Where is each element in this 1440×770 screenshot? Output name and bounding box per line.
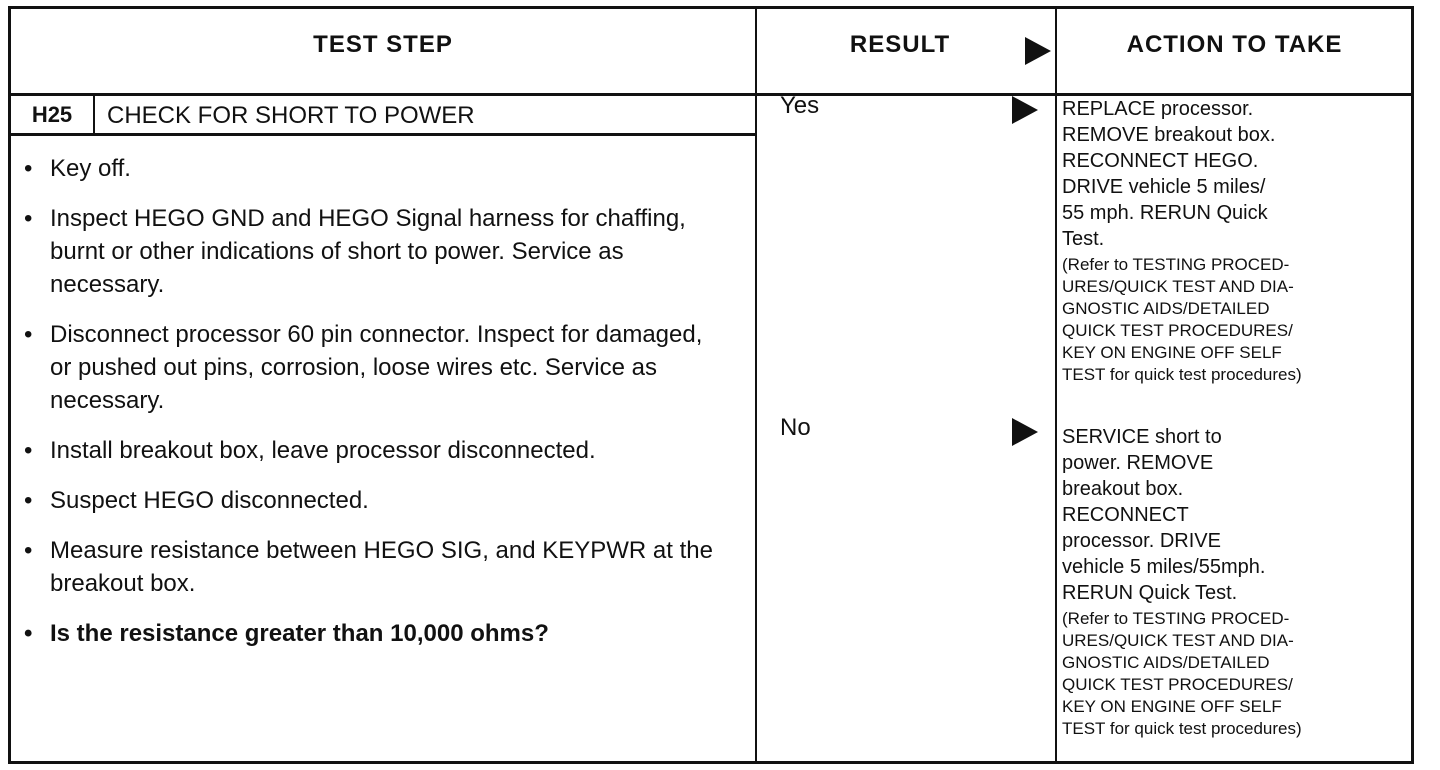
list-item: • Suspect HEGO disconnected. [20, 484, 730, 517]
action-no-reference: (Refer to TESTING PROCED- URES/QUICK TEST AND DIA- GNOSTIC AIDS/DETAILED QUICK TEST PROCEDURES/ KEY ON ENGINE OFF SELF TEST for quick test procedures) [1062, 609, 1302, 738]
action-no-text: SERVICE short to power. REMOVE breakout box. RECONNECT processor. DRIVE vehicle 5 miles/55mph. RERUN Quick Test. [1062, 426, 1266, 604]
column-divider-step-result [755, 9, 757, 761]
list-item: • Key off. [20, 152, 730, 185]
list-item: • Disconnect processor 60 pin connector. Inspect for damaged, or pushed out pins, corrosion, loose wires etc. Service as necessary. [20, 318, 730, 417]
step-id: H25 [11, 96, 95, 133]
header-test-step: TEST STEP [313, 31, 453, 58]
header-action-to-take: ACTION TO TAKE [1126, 31, 1343, 58]
step-instructions-list [20, 152, 730, 667]
result-yes: Yes [780, 92, 820, 119]
action-yes-reference: (Refer to TESTING PROCED- URES/QUICK TEST AND DIA- GNOSTIC AIDS/DETAILED QUICK TEST PROCEDURES/ KEY ON ENGINE OFF SELF TEST for quick test procedures) [1062, 255, 1302, 384]
action-yes-text: REPLACE processor. REMOVE breakout box. RECONNECT HEGO. DRIVE vehicle 5 miles/ 55 mph. RERUN Quick Test. [1062, 98, 1276, 250]
result-yes-arrow-icon [1012, 96, 1038, 124]
result-no-arrow-icon [1012, 418, 1038, 446]
list-item: • Measure resistance between HEGO SIG, and KEYPWR at the breakout box. [20, 534, 730, 600]
result-no: No [780, 414, 811, 441]
header-arrow-icon [1025, 37, 1051, 65]
list-item-question: • Is the resistance greater than 10,000 ohms? [20, 617, 730, 650]
list-item: • Install breakout box, leave processor disconnected. [20, 434, 730, 467]
column-divider-result-action [1055, 9, 1057, 761]
header-result: RESULT [849, 31, 951, 58]
step-title: CHECK FOR SHORT TO POWER [107, 102, 475, 129]
action-yes [1062, 96, 1402, 386]
step-title-row [11, 96, 755, 136]
list-item: • Inspect HEGO GND and HEGO Signal harness for chaffing, burnt or other indications of short to power. Service as necessary. [20, 202, 730, 301]
action-no [1062, 424, 1402, 740]
